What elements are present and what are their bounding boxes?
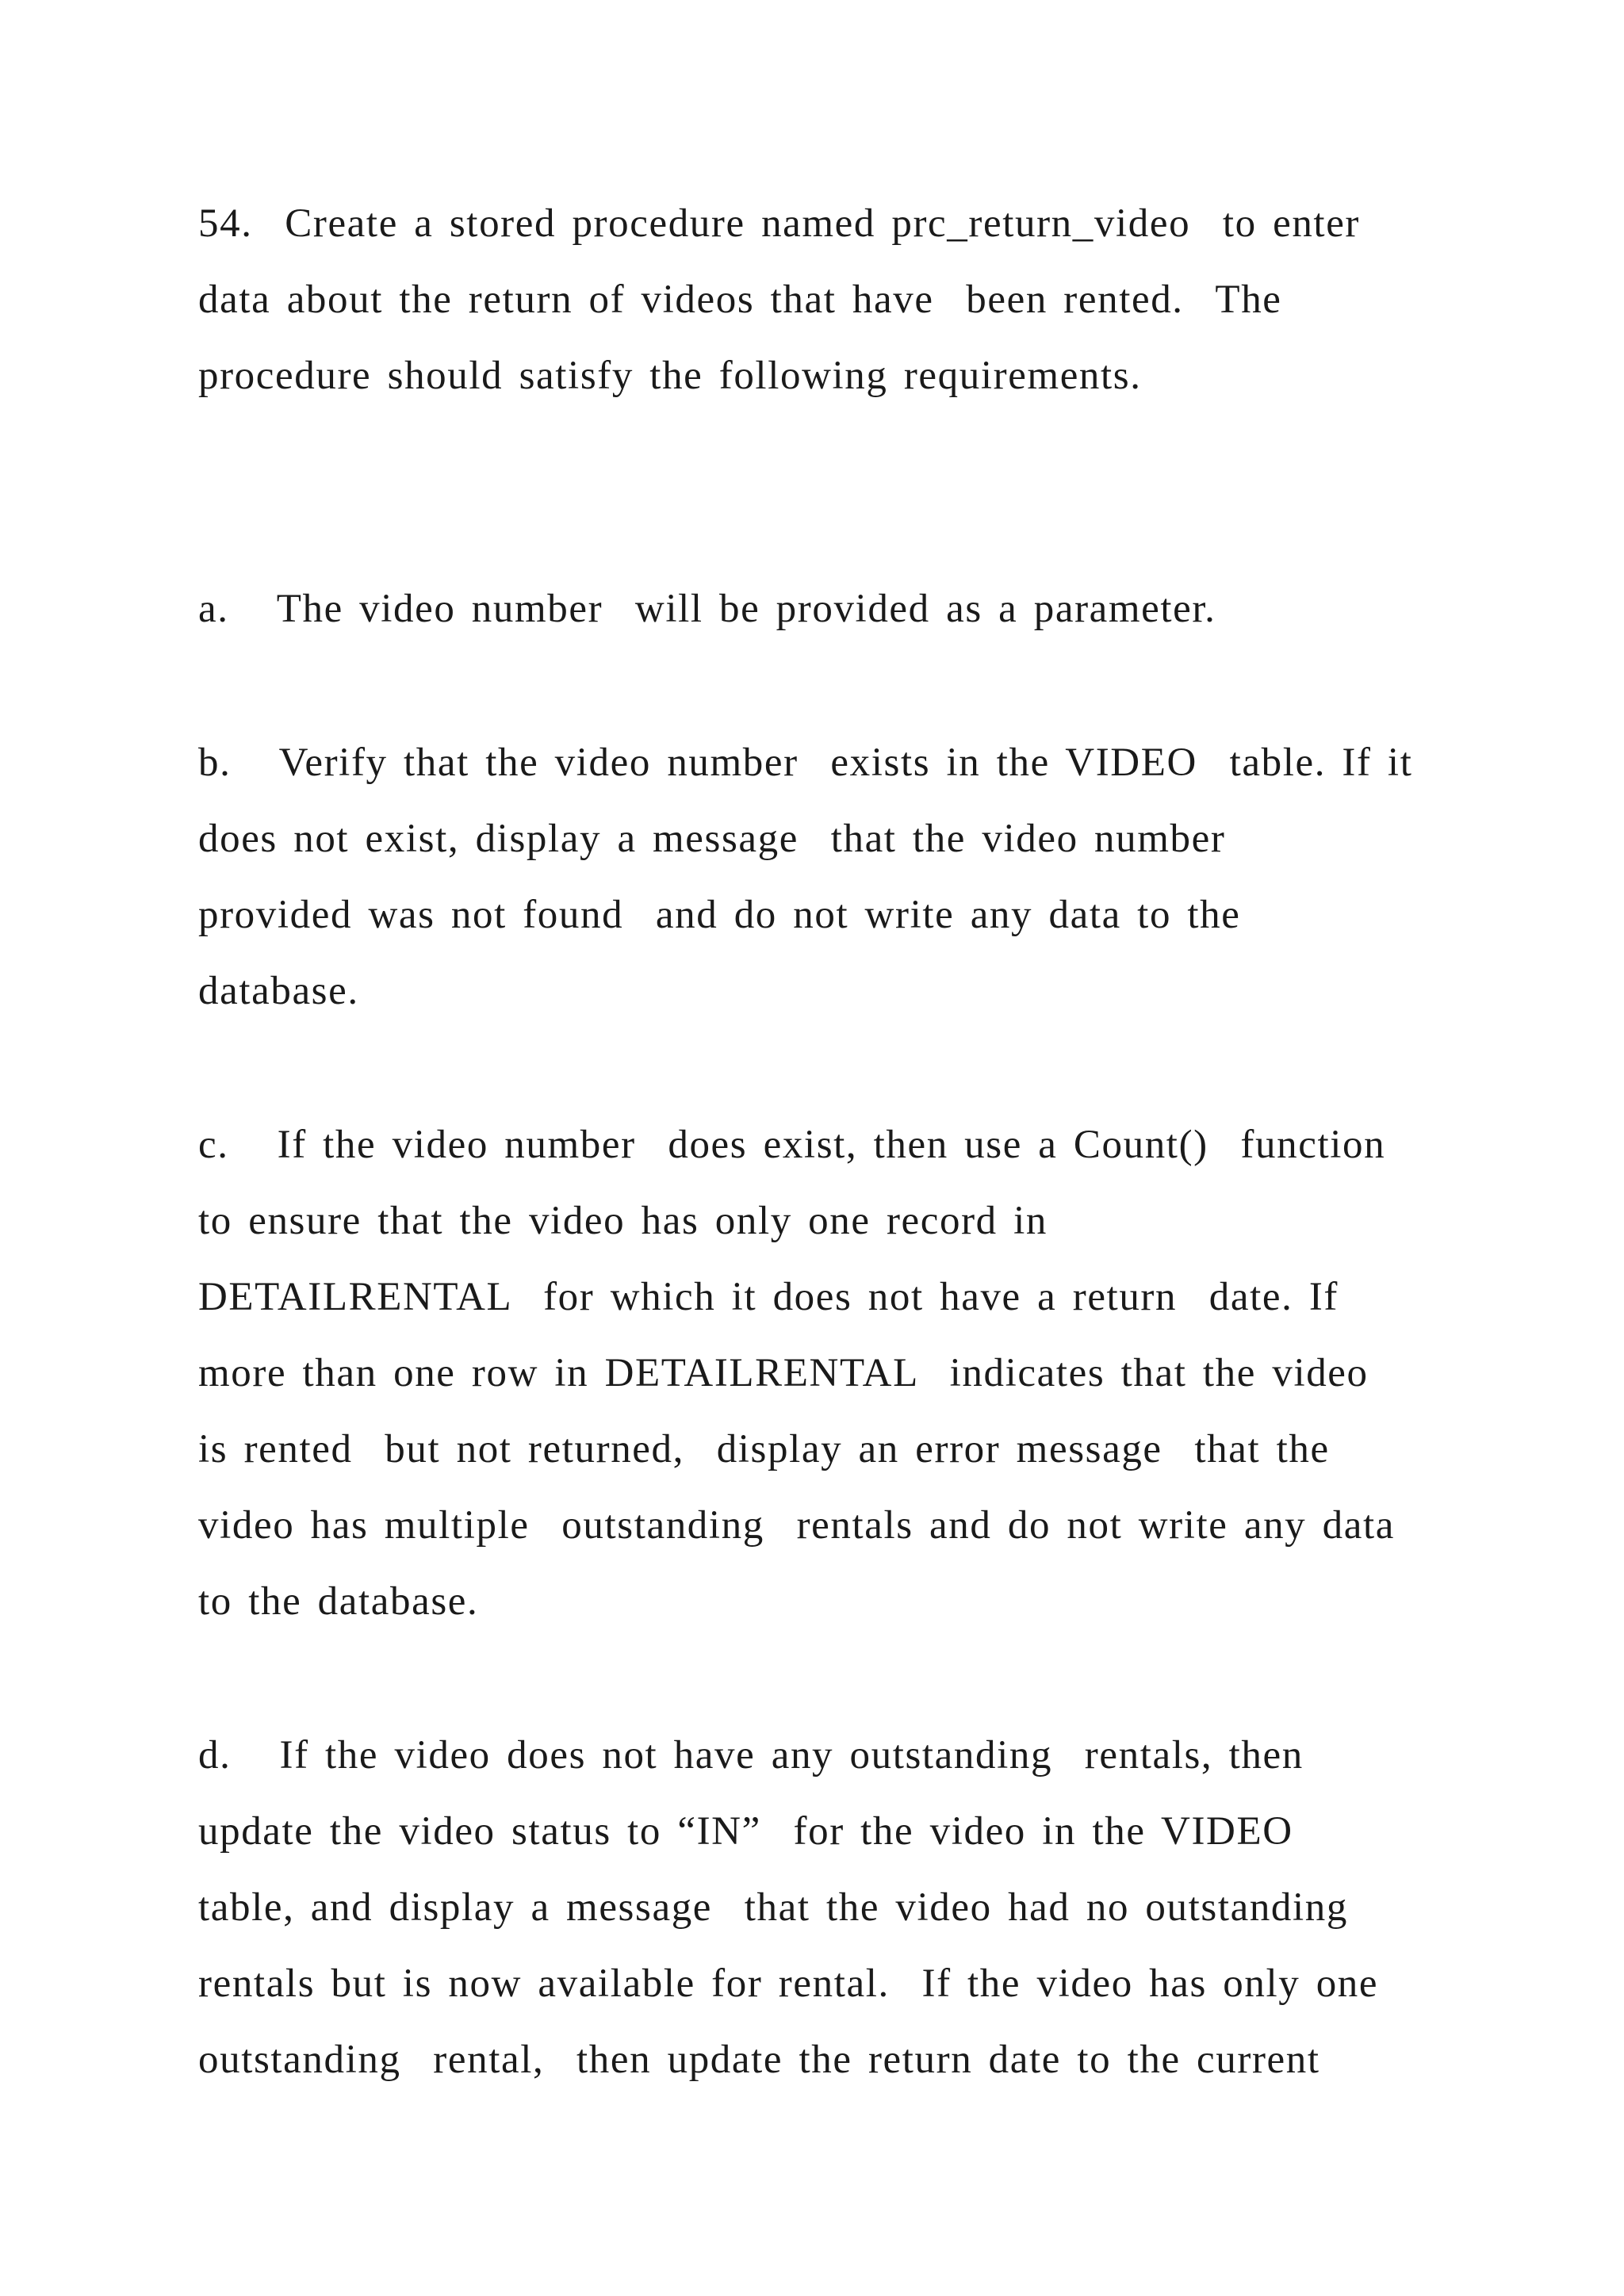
item-d-line-4: rentals but is now available for rental. If the video has only one — [198, 1961, 1379, 2006]
item-c-line-1: c. If the video number does exist, then use a Count() function — [198, 1123, 1386, 1167]
item-c-line-7: to the database. — [198, 1579, 479, 1624]
item-d-line-1: d. If the video does not have any outstanding rentals, then — [198, 1733, 1304, 1777]
item-d-line-3: table, and display a message that the video had no outstanding — [198, 1885, 1348, 1930]
item-d-line-5: outstanding rental, then update the return date to the current — [198, 2038, 1320, 2082]
question-line-2: data about the return of videos that have been rented. The — [198, 277, 1282, 322]
item-c-line-6: video has multiple outstanding rentals and do not write any data — [198, 1503, 1395, 1548]
item-c-line-3: DETAILRENTAL for which it does not have a return date. If — [198, 1275, 1339, 1319]
question-line-3: procedure should satisfy the following requirements. — [198, 354, 1142, 398]
item-d-line-2: update the video status to “IN” for the video in the VIDEO — [198, 1809, 1293, 1854]
item-c-line-2: to ensure that the video has only one record in — [198, 1199, 1048, 1243]
item-a-line-1: a. The video number will be provided as a parameter. — [198, 587, 1216, 631]
item-b-line-4: database. — [198, 969, 359, 1013]
item-c-line-5: is rented but not returned, display an error message that the — [198, 1427, 1330, 1471]
item-b-line-2: does not exist, display a message that the video number — [198, 817, 1226, 861]
item-b-line-3: provided was not found and do not write any data to the — [198, 893, 1241, 937]
item-b-line-1: b. Verify that the video number exists in the VIDEO table. If it — [198, 740, 1413, 785]
item-c-line-4: more than one row in DETAILRENTAL indicates that the video — [198, 1351, 1369, 1395]
question-line-1: 54. Create a stored procedure named prc_return_video to enter — [198, 201, 1361, 246]
